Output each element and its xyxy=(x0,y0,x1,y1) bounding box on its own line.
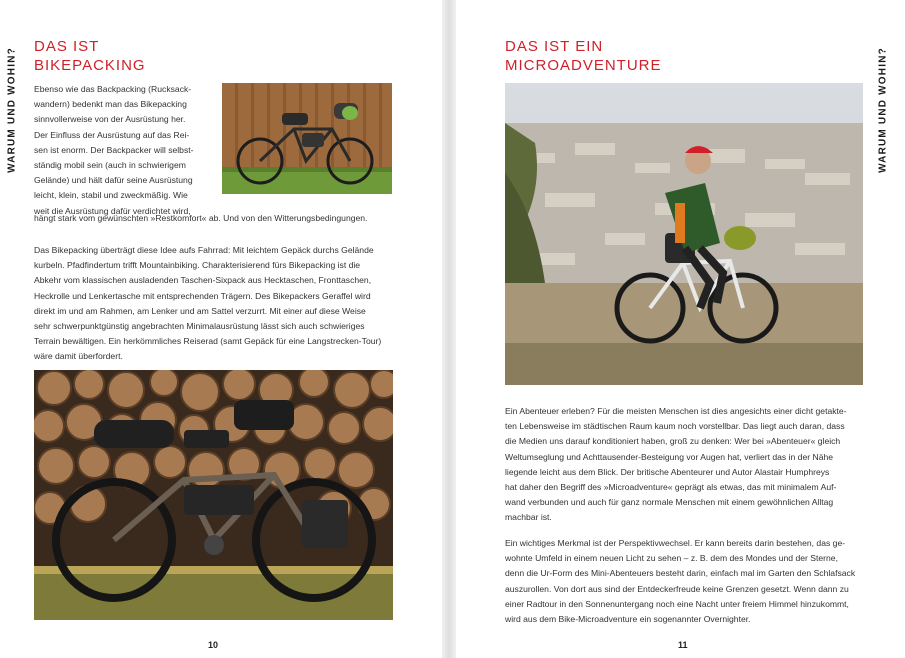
text-line: einer Radtour in den Sonnenuntergang noch eine Nacht unter freiem Himmel hinzukommt, xyxy=(505,598,849,609)
text-line: machbar ist. xyxy=(505,512,552,523)
right-heading-line-1: DAS IST EIN xyxy=(505,38,604,55)
text-line: sehr schwerpunktgünstig angebrachten Minimalausrüstung lässt sich auch schwieriges xyxy=(34,321,365,332)
text-line: Weltumseglung und Achttausender-Besteigung vor Augen hat, verliert das in der Nähe xyxy=(505,451,834,462)
text-line: Ein wichtiges Merkmal ist der Perspektivwechsel. Er kann bereits darin bestehen, das ge- xyxy=(505,538,846,548)
text-line: Der Einfluss der Ausrüstung auf das Rei- xyxy=(34,129,190,140)
photo-bike-logs xyxy=(34,370,393,620)
text-line: kurbeln. Pfadfindertum trifft Mountainbiking. Charakterisierend fürs Bikepacking ist die xyxy=(34,260,361,271)
text-line: liegende leicht aus dem Blick. Der britische Abenteurer und Autor Alastair Humphreys xyxy=(505,466,830,477)
left-side-label-text: WARUM UND WOHIN? xyxy=(6,47,18,173)
text-line: wäre damit überfordert. xyxy=(34,351,123,362)
photo-cyclist-city xyxy=(505,83,863,385)
text-line: ten Lebensweise im städtischen Raum kaum noch vorstellbar. Das liegt auch daran, dass xyxy=(505,421,845,432)
right-page-number: 11 xyxy=(678,640,688,650)
text-line: weit die Ausrüstung dafür verdichtet wird, xyxy=(34,205,191,216)
right-paragraph-2 xyxy=(505,536,865,627)
text-line: leicht, klein, stabil und zweckmäßig. Wie xyxy=(34,190,188,201)
text-line: sen ist enorm. Der Backpacker will selbst- xyxy=(34,144,194,155)
right-heading xyxy=(505,37,662,75)
left-paragraph-2 xyxy=(34,243,409,365)
text-line: Ein Abenteuer erleben? Für die meisten Menschen ist dies angesichts einer dicht getakte- xyxy=(505,406,847,416)
left-side-label xyxy=(6,30,18,190)
right-side-label xyxy=(876,30,890,190)
text-line: die Medien uns darauf konditioniert haben, groß zu denken: Wer bei »Abenteuer« gleich xyxy=(505,436,841,447)
text-line: Abkehr vom klassischen ausladenden Taschen-Sixpack aus Hecktaschen, Fronttaschen, xyxy=(34,275,372,286)
text-line: hat daher den Begriff des »Microadventure« geprägt als etwas, das mit minimalem Auf- xyxy=(505,482,837,493)
text-line: hängt stark vom gewünschten »Restkomfort« ab. Und von den Witterungsbedingungen. xyxy=(34,213,368,223)
right-heading-line-2: MICROADVENTURE xyxy=(505,57,662,74)
text-line: wird aus dem Bike-Microadventure ein sogenannter Overnighter. xyxy=(505,614,751,625)
text-line: auszurollen. Von dort aus sind der Entdeckerfreude keine Grenzen gesetzt. Wenn dann zu xyxy=(505,583,849,594)
text-line: sinnvollerweise von der Ausrüstung her. xyxy=(34,114,186,125)
text-line: wohnte Umfeld in einem neuen Licht zu sehen – z. B. dem des Mondes und der Sterne, xyxy=(505,553,838,564)
left-heading xyxy=(34,37,146,75)
text-line: Ebenso wie das Backpacking (Rucksack- xyxy=(34,84,192,94)
text-line: wand verbunden und auch für ganz normale Menschen mit einem gewöhnlichen Alltag xyxy=(505,497,834,508)
text-line: denn die Ur-Form des Mini-Abenteuers besteht darin, einfach mal im Garten den Schlafsack xyxy=(505,568,856,579)
text-line: wandern) bedenkt man das Bikepacking xyxy=(34,99,187,110)
book-gutter xyxy=(442,0,456,658)
right-paragraph-1 xyxy=(505,404,865,526)
left-paragraph-1 xyxy=(34,82,214,219)
left-page-number: 10 xyxy=(208,640,219,650)
text-line: ständig mobil sein (auch in schwierigem xyxy=(34,160,186,171)
text-line: Heckrolle und Lenkertasche mit entsprechenden Trägern. Des Bikepackers Geraffel wird xyxy=(34,290,371,301)
left-heading-line-2: BIKEPACKING xyxy=(34,57,146,74)
text-line: Terrain bewältigen. Ein herkömmliches Reiserad (samt Gepäck für eine Langstrecken-Tour) xyxy=(34,336,382,347)
left-heading-line-1: DAS IST xyxy=(34,38,100,55)
text-line: Gelände) und hält dafür seine Ausrüstung xyxy=(34,175,193,186)
photo-bike-fence xyxy=(222,83,392,194)
left-paragraph-1-continued xyxy=(34,211,414,226)
right-side-label-text: WARUM UND WOHIN? xyxy=(877,47,889,173)
text-line: direkt im und am Rahmen, am Lenker und am Sattel verzurrt. Mit einer auf diese Weise xyxy=(34,305,366,316)
text-line: Das Bikepacking überträgt diese Idee aufs Fahrrad: Mit leichtem Gepäck durchs Gelände xyxy=(34,245,374,255)
